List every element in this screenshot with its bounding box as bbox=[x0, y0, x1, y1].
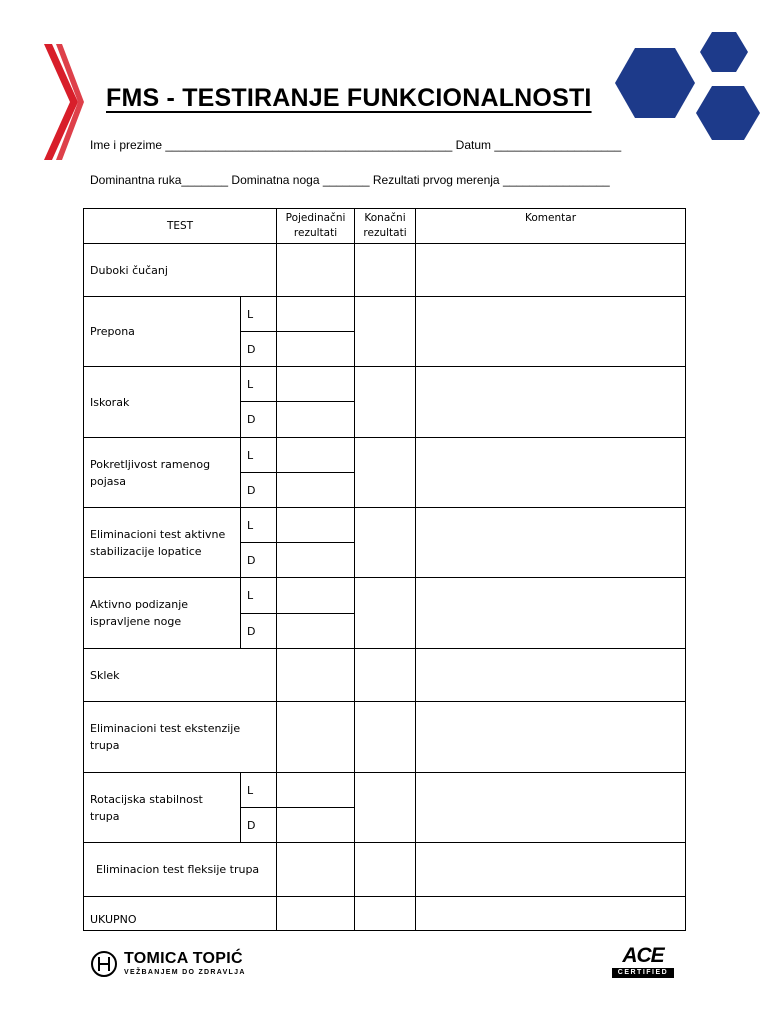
individual-result-cell[interactable] bbox=[277, 649, 355, 702]
comment-cell[interactable] bbox=[416, 773, 686, 843]
table-row bbox=[84, 297, 686, 332]
test-name: Sklek bbox=[90, 668, 120, 682]
individual-result-cell[interactable] bbox=[277, 808, 355, 843]
table-row bbox=[84, 438, 686, 473]
brand-tagline: VEŽBANJEM DO ZDRAVLJA bbox=[124, 969, 246, 976]
ace-badge-main: ACE bbox=[622, 944, 664, 967]
final-result-cell[interactable] bbox=[355, 649, 416, 702]
comment-cell[interactable] bbox=[416, 843, 686, 897]
test-name-cell bbox=[84, 843, 277, 897]
header-individual-line2: rezultati bbox=[293, 227, 338, 239]
header-final-results bbox=[355, 209, 416, 244]
comment-cell[interactable] bbox=[416, 244, 686, 297]
test-name-cell bbox=[84, 702, 277, 773]
table-row bbox=[84, 367, 686, 402]
test-name: Duboki čučanj bbox=[90, 263, 168, 277]
individual-result-cell[interactable] bbox=[277, 578, 355, 614]
header-comment: Komentar bbox=[416, 209, 686, 244]
comment-cell[interactable] bbox=[416, 438, 686, 508]
page-title: FMS - TESTIRANJE FUNKCIONALNOSTI bbox=[106, 84, 592, 112]
test-name-cell bbox=[84, 244, 277, 297]
test-name: Iskorak bbox=[90, 395, 130, 409]
individual-result-cell[interactable] bbox=[277, 332, 355, 367]
side-right-label: D bbox=[241, 614, 277, 649]
table-row bbox=[84, 578, 686, 614]
test-name-line1: Eliminacioni test aktivne bbox=[90, 527, 226, 541]
individual-result-cell[interactable] bbox=[277, 773, 355, 808]
test-name-line2: stabilizacije lopatice bbox=[90, 544, 202, 558]
test-name-cell bbox=[84, 649, 277, 702]
test-name-line1: Eliminacioni test ekstenzije bbox=[90, 722, 241, 735]
header-test: TEST bbox=[84, 209, 277, 244]
comment-cell[interactable] bbox=[416, 297, 686, 367]
red-double-chevron-logo bbox=[40, 40, 84, 164]
side-right-label: D bbox=[241, 543, 277, 578]
individual-result-cell[interactable] bbox=[277, 438, 355, 473]
individual-result-cell[interactable] bbox=[277, 702, 355, 773]
table-row bbox=[84, 773, 686, 808]
fms-test-table bbox=[83, 208, 686, 931]
test-name-cell bbox=[84, 508, 241, 578]
individual-result-cell[interactable] bbox=[277, 297, 355, 332]
individual-result-cell[interactable] bbox=[277, 402, 355, 438]
side-left-label: L bbox=[241, 773, 277, 808]
test-name-cell bbox=[84, 297, 241, 367]
side-right-label: D bbox=[241, 402, 277, 438]
test-name-line2: pojasa bbox=[90, 474, 126, 488]
test-name: Eliminacion test fleksije trupa bbox=[96, 863, 260, 876]
brand-name: TOMICA TOPIĆ bbox=[124, 950, 243, 967]
final-result-cell[interactable] bbox=[355, 438, 416, 508]
test-name-line2: trupa bbox=[90, 739, 120, 752]
final-result-cell[interactable] bbox=[355, 508, 416, 578]
comment-cell[interactable] bbox=[416, 897, 686, 931]
individual-result-cell[interactable] bbox=[277, 244, 355, 297]
final-result-cell[interactable] bbox=[355, 702, 416, 773]
side-right-label: D bbox=[241, 332, 277, 367]
tomica-topic-circle-logo bbox=[90, 950, 118, 978]
individual-result-cell[interactable] bbox=[277, 897, 355, 931]
comment-cell[interactable] bbox=[416, 649, 686, 702]
final-result-cell[interactable] bbox=[355, 297, 416, 367]
final-result-cell[interactable] bbox=[355, 897, 416, 931]
side-left-label: L bbox=[241, 367, 277, 402]
individual-result-cell[interactable] bbox=[277, 367, 355, 402]
test-name-cell bbox=[84, 578, 241, 649]
individual-result-cell[interactable] bbox=[277, 543, 355, 578]
final-result-cell[interactable] bbox=[355, 843, 416, 897]
test-name: Rotacijska stabilnost trupa bbox=[90, 792, 203, 823]
side-left-label: L bbox=[241, 297, 277, 332]
test-name-line1: Aktivno podizanje bbox=[90, 598, 189, 611]
navy-hexagons-logo bbox=[610, 28, 766, 148]
final-result-cell[interactable] bbox=[355, 773, 416, 843]
total-label: UKUPNO bbox=[90, 913, 137, 926]
side-right-label: D bbox=[241, 808, 277, 843]
name-date-fields[interactable]: Ime i prezime ___________________________________________ Datum ___________________ bbox=[90, 138, 622, 152]
side-left-label: L bbox=[241, 508, 277, 543]
individual-result-cell[interactable] bbox=[277, 473, 355, 508]
table-row bbox=[84, 508, 686, 543]
side-left-label: L bbox=[241, 578, 277, 614]
table-header-row bbox=[84, 209, 686, 244]
comment-cell[interactable] bbox=[416, 508, 686, 578]
table-row bbox=[84, 843, 686, 897]
table-row bbox=[84, 244, 686, 297]
header-individual-results bbox=[277, 209, 355, 244]
header-individual-line1: Pojedinačni bbox=[285, 212, 346, 224]
table-row bbox=[84, 649, 686, 702]
test-name-cell bbox=[84, 367, 241, 438]
test-name: Prepona bbox=[90, 325, 135, 338]
side-right-label: D bbox=[241, 473, 277, 508]
ace-certified-badge bbox=[612, 944, 674, 980]
table-row-total bbox=[84, 897, 686, 931]
comment-cell[interactable] bbox=[416, 702, 686, 773]
test-name-cell bbox=[84, 773, 241, 843]
individual-result-cell[interactable] bbox=[277, 843, 355, 897]
dominance-fields[interactable]: Dominantna ruka_______ Dominatna noga _______ Rezultati prvog merenja ________________ bbox=[90, 173, 610, 187]
test-name-line2: ispravljene noge bbox=[90, 615, 182, 628]
comment-cell[interactable] bbox=[416, 578, 686, 649]
final-result-cell[interactable] bbox=[355, 244, 416, 297]
side-left-label: L bbox=[241, 438, 277, 473]
table-row bbox=[84, 702, 686, 773]
final-result-cell[interactable] bbox=[355, 578, 416, 649]
comment-cell[interactable] bbox=[416, 367, 686, 438]
header-final-line2: rezultati bbox=[363, 227, 407, 239]
test-name-cell bbox=[84, 438, 241, 508]
test-name-cell bbox=[84, 897, 277, 931]
header-final-line1: Konačni bbox=[364, 212, 406, 224]
individual-result-cell[interactable] bbox=[277, 508, 355, 543]
final-result-cell[interactable] bbox=[355, 367, 416, 438]
test-name-line1: Pokretljivost ramenog bbox=[90, 457, 211, 471]
individual-result-cell[interactable] bbox=[277, 614, 355, 649]
ace-badge-sub: CERTIFIED bbox=[612, 968, 674, 978]
